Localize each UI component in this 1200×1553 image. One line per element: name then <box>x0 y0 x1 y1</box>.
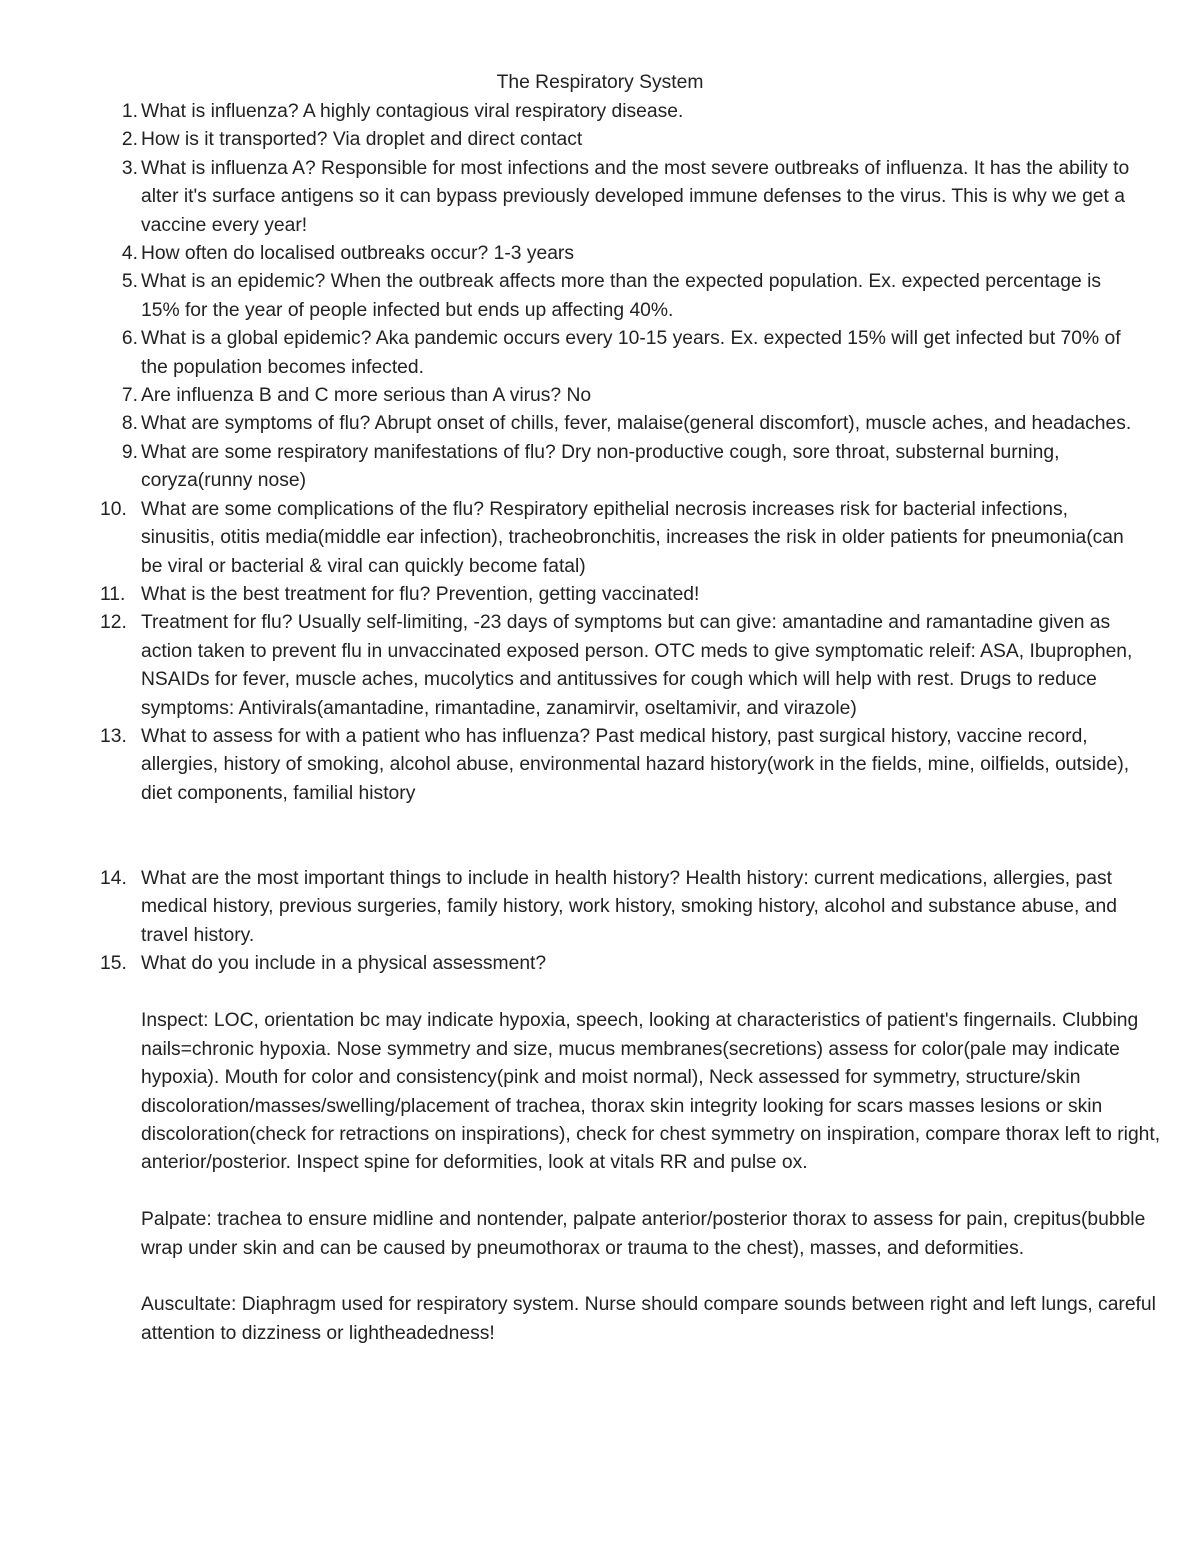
list-item <box>100 609 1140 723</box>
list-item <box>100 865 1140 950</box>
auscultate-paragraph: Auscultate: Diaphragm used for respiratory system. Nurse should compare sounds between right and left lungs, careful attention to dizziness or lightheadedness! <box>141 1294 1156 1344</box>
item-number: 8. <box>121 413 138 435</box>
item-number: 4. <box>121 243 138 265</box>
item-text: What to assess for with a patient who has influenza? Past medical history, past surgical history, vaccine record, allergies, history of smoking, alcohol abuse, environmental hazard history(work in the fields, mine, oilfields, outside), diet components, familial history <box>141 725 1130 804</box>
list-item <box>100 126 1140 154</box>
item-number: 10. <box>100 498 127 520</box>
list-item <box>100 155 1140 240</box>
list-item <box>100 496 1140 581</box>
palpate-paragraph: Palpate: trachea to ensure midline and nontender, palpate anterior/posterior thorax to assess for pain, crepitus(bubble wrap under skin and can be caused by pneumothorax or trauma to the chest), masses, and deformities. <box>141 1209 1146 1259</box>
item-text: What are some respiratory manifestations of flu? Dry non-productive cough, sore throat, substernal burning, coryza(runny nose) <box>141 441 1060 492</box>
item-number: 3. <box>121 157 138 179</box>
list-item <box>100 723 1140 808</box>
item-number: 15. <box>100 953 127 975</box>
item-number: 5. <box>121 271 138 293</box>
item-text: What are the most important things to include in health history? Health history: current medications, allergies, past medical history, previous surgeries, family history, work history, smoking history, alcohol and substance abuse, and travel history. <box>141 867 1117 946</box>
item-number: 2. <box>121 129 138 151</box>
item-number: 13. <box>100 725 127 747</box>
item-number: 9. <box>121 441 138 463</box>
item-number: 12. <box>100 612 127 634</box>
question-list <box>100 98 1140 979</box>
list-item <box>100 382 1140 410</box>
list-item <box>100 240 1140 268</box>
list-item <box>100 325 1140 382</box>
item-text: What is a global epidemic? Aka pandemic occurs every 10-15 years. Ex. expected 15% will get infected but 70% of the population becomes infected. <box>141 328 1121 378</box>
list-item <box>100 98 1140 126</box>
item-text: Treatment for flu? Usually self-limiting, -23 days of symptoms but can give: amantadine and ramantadine given as action taken to prevent flu in unvaccinated exposed person. OTC meds to give symptomatic releif: ASA, Ibuprophen, NSAIDs for fever, muscle aches, mucolytics and antitussives for cough which will help with rest. Drugs to reduce symptoms: Antivirals(amantadine, rimantadine, zanamirvir, oseltamivir, and virazole) <box>141 612 1133 719</box>
item-text: What is an epidemic? When the outbreak affects more than the expected population. Ex. expected percentage is 15% for the year of people infected but ends up affecting 40%. <box>141 271 1102 321</box>
item-text: What are symptoms of flu? Abrupt onset of chills, fever, malaise(general discomfort), muscle aches, and headaches. <box>141 413 1132 435</box>
item-text: What are some complications of the flu? Respiratory epithelial necrosis increases risk for bacterial infections, sinusitis, otitis media(middle ear infection), tracheobronchitis, increases the risk in older patients for pneumonia(can be viral or bacterial & viral can quickly become fatal) <box>141 498 1124 577</box>
physical-assessment-section <box>100 1007 1181 1376</box>
item-text: How is it transported? Via droplet and direct contact <box>141 129 583 151</box>
item-text: What is the best treatment for flu? Prevention, getting vaccinated! <box>141 583 700 605</box>
list-item <box>100 950 1140 978</box>
item-number: 7. <box>121 385 138 407</box>
item-number: 1. <box>121 101 138 122</box>
list-item <box>100 410 1140 438</box>
list-item <box>100 439 1140 496</box>
item-number: 14. <box>100 867 127 889</box>
item-number: 6. <box>121 328 138 350</box>
list-item <box>100 581 1140 609</box>
item-text: What do you include in a physical assessment? <box>141 953 547 975</box>
document-title: The Respiratory System <box>496 72 704 93</box>
list-item <box>100 268 1140 325</box>
item-text: How often do localised outbreaks occur? 1-3 years <box>141 243 574 265</box>
item-text: What is influenza? A highly contagious viral respiratory disease. <box>141 101 684 122</box>
blank-gap <box>100 808 1140 865</box>
item-text: What is influenza A? Responsible for most infections and the most severe outbreaks of influenza. It has the ability to alter it's surface antigens so it can bypass previously developed immune defenses to the virus. This is why we get a vaccine every year! <box>141 157 1130 236</box>
item-text: Are influenza B and C more serious than A virus? No <box>141 385 592 407</box>
item-number: 11. <box>100 583 126 605</box>
inspect-paragraph: Inspect: LOC, orientation bc may indicate hypoxia, speech, looking at characteristics of patient's fingernails. Clubbing nails=chronic hypoxia. Nose symmetry and size, mucus membranes(secretions) assess for color(pale may indicate hypoxia). Mouth for color and consistency(pink and moist normal), Neck assessed for symmetry, structure/skin discoloration/masses/swelling/placement of trachea, thorax skin integrity looking for scars masses lesions or skin discoloration(check for retractions on inspirations), check for chest symmetry on inspiration, compare thorax left to right, anterior/posterior. Inspect spine for deformities, look at vitals RR and pulse ox. <box>141 1010 1161 1174</box>
